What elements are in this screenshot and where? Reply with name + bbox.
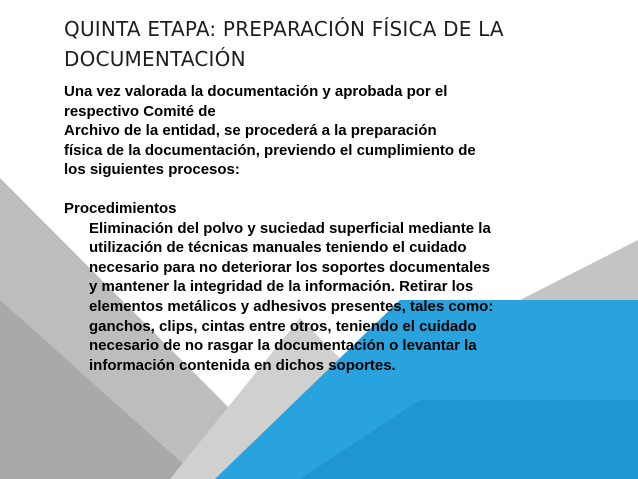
slide-body: [64, 82, 584, 375]
procedure-line: información contenida en dichos soportes.: [89, 356, 396, 374]
intro-line: respectivo Comité de: [64, 102, 216, 120]
procedure-line: utilización de técnicas manuales teniendo el cuidado: [89, 239, 467, 257]
intro-line: Archivo de la entidad, se procederá a la preparación: [64, 122, 437, 140]
procedure-line: Eliminación del polvo y suciedad superficial mediante la: [89, 219, 491, 237]
procedure-line: elementos metálicos y adhesivos presentes, tales como:: [89, 297, 494, 315]
intro-line: Una vez valorada la documentación y aprobada por el: [64, 83, 448, 100]
procedure-line: ganchos, clips, cintas entre otros, teniendo el cuidado: [89, 317, 477, 335]
procedure-paragraph: [64, 219, 584, 376]
section-heading: Procedimientos: [64, 199, 177, 217]
procedure-line: necesario de no rasgar la documentación o levantar la: [89, 337, 477, 355]
procedure-line: y mantener la integridad de la información. Retirar los: [89, 278, 474, 296]
intro-line: los siguientes procesos:: [64, 161, 240, 179]
slide-title: QUINTA ETAPA: PREPARACIÓN FÍSICA DE LA DOCUMENTACIÓN: [64, 17, 504, 71]
procedure-line: necesario para no deteriorar los soportes documentales: [89, 258, 490, 276]
intro-paragraph: [64, 82, 584, 180]
intro-line: física de la documentación, previendo el cumplimiento de: [64, 141, 476, 159]
